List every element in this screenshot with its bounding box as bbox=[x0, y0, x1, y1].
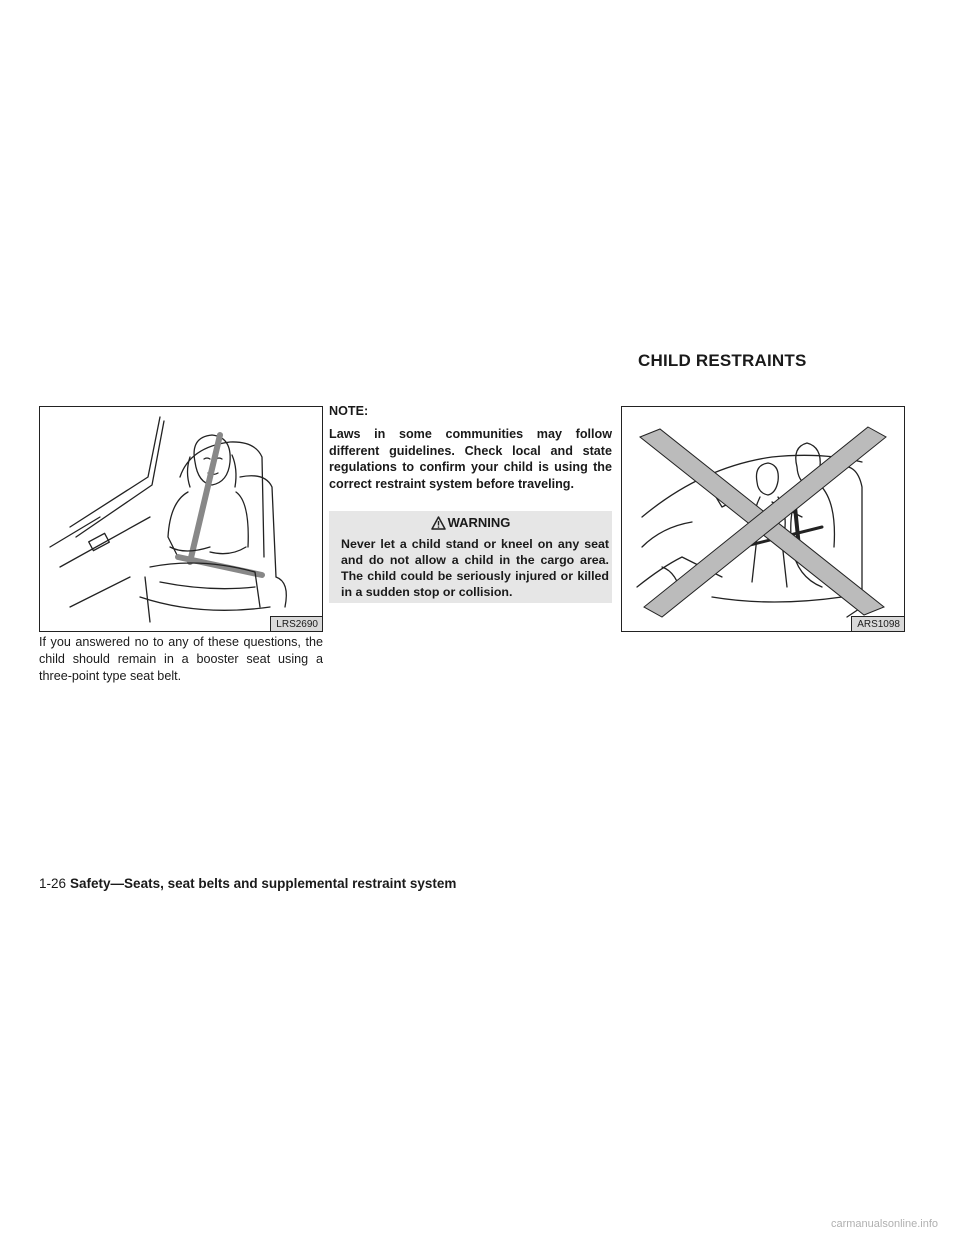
watermark: carmanualsonline.info bbox=[830, 1218, 938, 1230]
chapter-title: Safety—Seats, seat belts and supplemental restraint system bbox=[70, 876, 457, 891]
note-text: Laws in some communities may follow different guidelines. Check local and state regulations to confirm your child is using the correct restraint system before traveling. bbox=[329, 427, 612, 491]
figure-code: ARS1098 bbox=[851, 616, 904, 631]
warning-heading-row bbox=[329, 515, 612, 533]
figure-code: LRS2690 bbox=[270, 616, 322, 631]
warning-heading: WARNING bbox=[447, 515, 511, 530]
warning-text: Never let a child stand or kneel on any seat and do not allow a child in the cargo area. The child could be seriously injured or killed in a sudden stop or collision. bbox=[341, 537, 609, 599]
warning-triangle-icon bbox=[431, 516, 446, 533]
note-heading: NOTE: bbox=[329, 404, 369, 418]
figure-child-standing-prohibited bbox=[621, 406, 905, 632]
section-title: CHILD RESTRAINTS bbox=[638, 351, 807, 370]
warning-box bbox=[329, 511, 612, 603]
booster-seat-illustration bbox=[40, 407, 322, 631]
child-standing-illustration bbox=[622, 407, 904, 631]
page-footer bbox=[39, 876, 456, 891]
page-number: 1-26 bbox=[39, 876, 67, 891]
figure-child-in-booster-seat bbox=[39, 406, 323, 632]
body-paragraph: If you answered no to any of these questions, the child should remain in a booster seat using a three-point type seat belt. bbox=[39, 635, 323, 683]
